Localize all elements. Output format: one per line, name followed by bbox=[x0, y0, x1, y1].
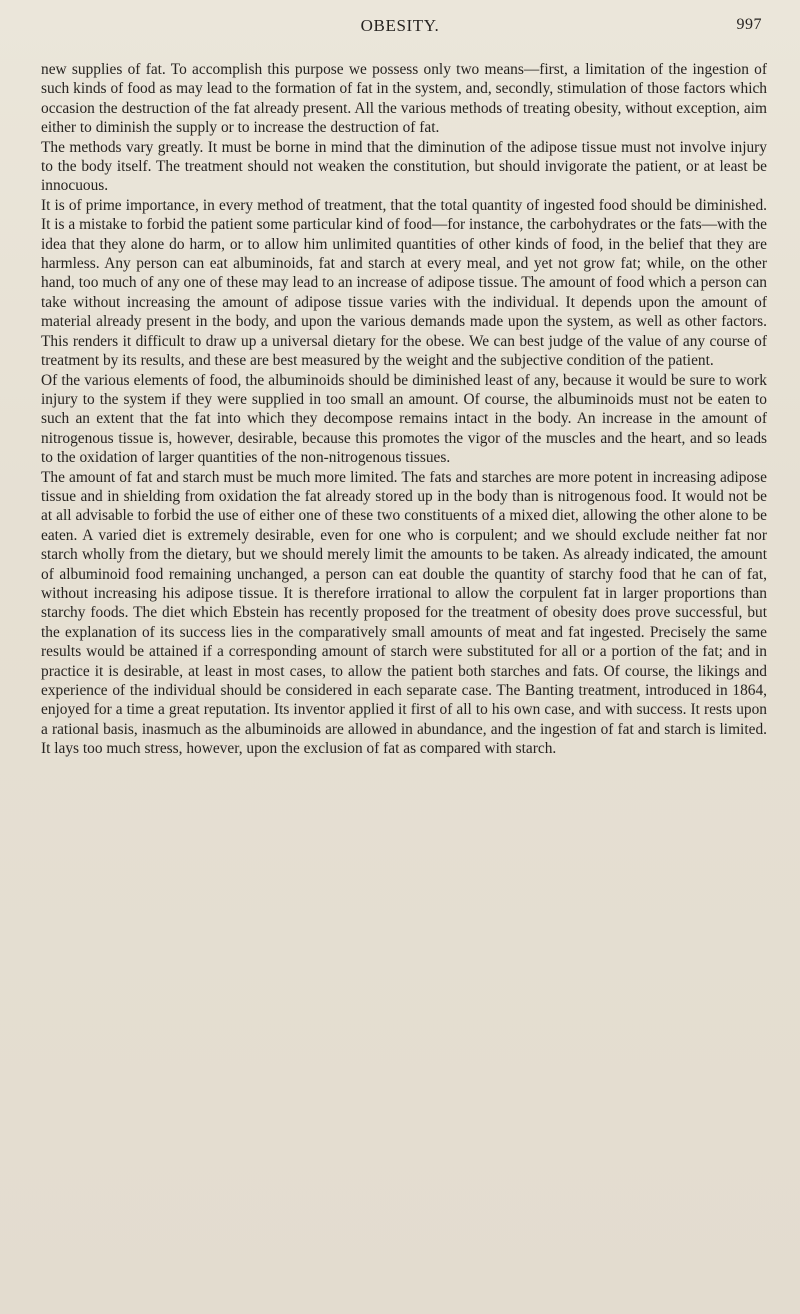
paragraph-methods: The methods vary greatly. It must be borne in mind that the diminution of the adipose tissue must not involve injury to the body itself. The treatment should not weaken the constitution, but should invigorate the patient, or at least be innocuous. bbox=[41, 138, 767, 195]
paragraph-fat-and-starch: The amount of fat and starch must be much more limited. The fats and starches are more potent in increasing adipose tissue and in shielding from oxidation the fat already stored up in the body than is nitrogenous food. It would not be at all advisable to forbid the use of either one of these two constituents of a mixed diet, allowing the other alone to be eaten. A varied diet is extremely desirable, even for one who is corpulent; and we should exclude neither fat nor starch wholly from the dietary, but we should merely limit the amounts to be taken. As already indicated, the amount of albuminoid food remaining unchanged, a person can eat double the quantity of starchy food that he can of fat, without increasing his adipose tissue. It is therefore irrational to allow the corpulent fat in larger proportions than starchy foods. The diet which Ebstein has recently proposed for the treatment of obesity does prove successful, but the explanation of its success lies in the comparatively small amounts of meat and fat ingested. Precisely the same results would be attained if a corresponding amount of starch were substituted for all or a portion of the fat; and in practice it is desirable, at least in most cases, to allow the patient both starches and fats. Of course, the likings and experience of the individual should be considered in each separate case. The Banting treatment, introduced in 1864, enjoyed for a time a great reputation. Its inventor applied it first of all to his own case, and with success. It rests upon a rational basis, inasmuch as the albuminoids are allowed in abundance, and the ingestion of fat and starch is limited. It lays too much stress, however, upon the exclusion of fat as compared with starch. bbox=[41, 468, 767, 758]
paragraph-continuation: new supplies of fat. To accomplish this purpose we possess only two means—first, a limitation of the ingestion of such kinds of food as may lead to the formation of fat in the system, and, secondly, stimulation of those factors which occasion the destruction of the fat already present. All the various methods of treating obesity, without exception, aim either to diminish the supply or to increase the destruction of fat. bbox=[41, 61, 767, 137]
paragraph-albuminoids: Of the various elements of food, the albuminoids should be diminished least of any, because it would be sure to work injury to the system if they were supplied in too small an amount. Of course, the albuminoids must not be eaten to such an extent that the fat into which they decompose remains intact in the body. An increase in the amount of nitrogenous tissue is, however, desirable, because this promotes the vigor of the muscles and the heart, and so leads to the oxidation of larger quantities of the non-nitrogenous tissues. bbox=[41, 371, 767, 467]
body-text bbox=[41, 60, 767, 759]
running-title: OBESITY. bbox=[360, 16, 440, 35]
page-number: 997 bbox=[736, 16, 762, 33]
paragraph-total-quantity: It is of prime importance, in every method of treatment, that the total quantity of ingested food should be diminished. It is a mistake to forbid the patient some particular kind of food—for instance, the carbohydrates or the fats—with the idea that they alone do harm, or to allow him unlimited quantities of other kinds of food, in the belief that they are harmless. Any person can eat albuminoids, fat and starch at every meal, and yet not grow fat; while, on the other hand, too much of any one of these may lead to an increase of adipose tissue. The amount of food which a person can take without increasing the amount of adipose tissue varies with the individual. It depends upon the amount of material already present in the body, and upon the various demands made upon the system, as well as other factors. This renders it difficult to draw up a universal dietary for the obese. We can best judge of the value of any course of treatment by its results, and these are best measured by the weight and the subjective condition of the patient. bbox=[41, 196, 767, 370]
running-head bbox=[0, 16, 800, 40]
